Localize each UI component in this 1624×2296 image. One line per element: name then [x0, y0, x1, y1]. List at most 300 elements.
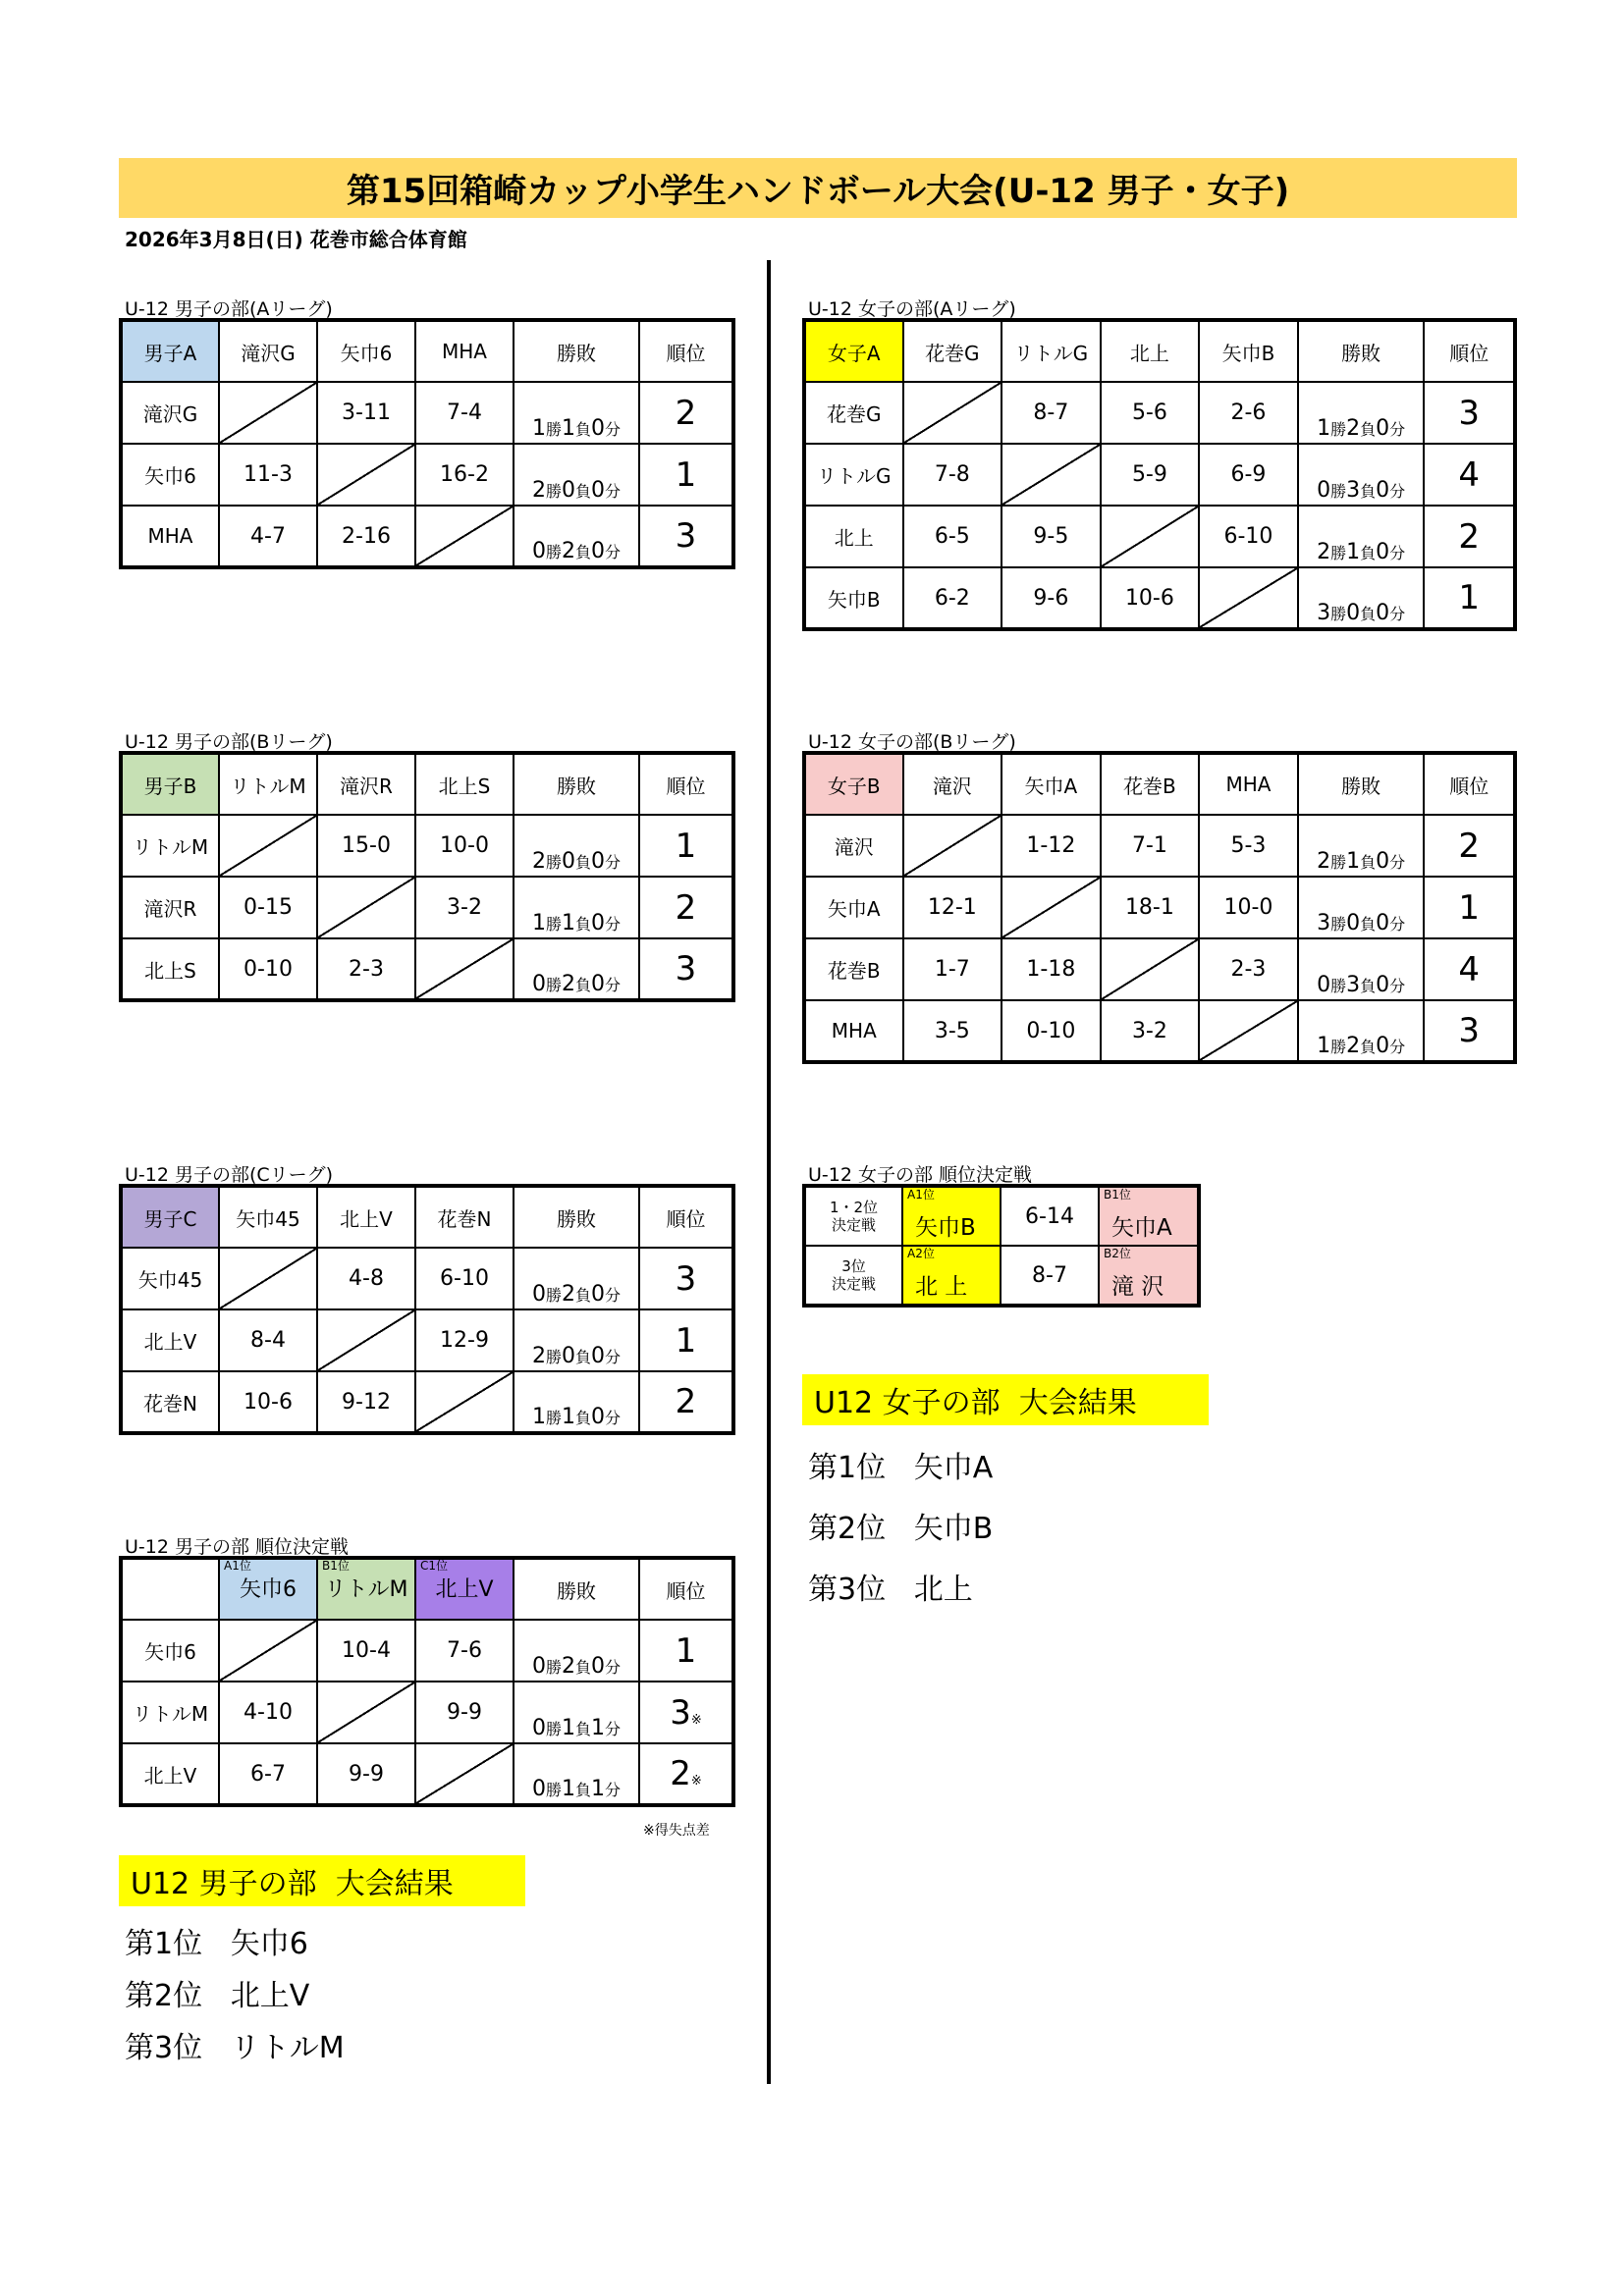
table-row	[121, 815, 733, 877]
match-label	[804, 1186, 902, 1246]
rank-cell: 2	[1424, 506, 1515, 567]
draw-label: 分	[605, 853, 622, 872]
score-cell: 0-10	[219, 938, 317, 1000]
final-score: 8-7	[1001, 1246, 1099, 1306]
score-cell: 8-7	[1001, 382, 1101, 444]
rank-note: ※	[690, 1712, 702, 1728]
self-match-cell	[415, 506, 514, 567]
loss-label: 負	[1360, 1038, 1377, 1056]
rank-cell	[639, 1620, 733, 1682]
left-team-cell	[902, 1246, 1001, 1306]
loss-count: 1	[561, 416, 575, 441]
rank-cell: 3	[639, 938, 733, 1000]
right-team: 滝 沢	[1111, 1273, 1164, 1300]
row-team: 花巻N	[121, 1371, 219, 1433]
record-cell	[514, 444, 639, 506]
record-cell	[1298, 1000, 1425, 1062]
column-header: 矢巾A	[1001, 753, 1101, 815]
row-team: 北上V	[121, 1743, 219, 1805]
score-cell: 9-12	[317, 1371, 415, 1433]
record-cell	[1298, 877, 1425, 938]
loss-label: 負	[1360, 977, 1377, 995]
draw-count: 0	[591, 1405, 605, 1429]
seed-label: C1位	[420, 1559, 449, 1573]
loss-count: 0	[561, 849, 575, 874]
girls-b-league-table	[802, 751, 1517, 1064]
table-row	[121, 938, 733, 1000]
record-cell	[1298, 506, 1425, 567]
table-row	[804, 444, 1515, 506]
girls-result-3	[808, 1565, 973, 1608]
column-header: 北上V	[317, 1186, 415, 1248]
record-cell	[514, 1620, 639, 1682]
place-team: 矢巾A	[913, 1451, 994, 1485]
loss-count: 1	[1346, 849, 1361, 874]
win-label: 勝	[545, 1658, 562, 1677]
loss-label: 負	[574, 1658, 591, 1677]
loss-label: 負	[574, 1781, 591, 1799]
score-cell: 8-4	[219, 1309, 317, 1371]
loss-count: 0	[561, 1344, 575, 1368]
draw-label: 分	[1389, 977, 1406, 995]
score-cell: 9-9	[317, 1743, 415, 1805]
score-cell: 3-5	[903, 1000, 1002, 1062]
win-label: 勝	[545, 543, 562, 561]
score-cell: 1-7	[903, 938, 1002, 1000]
loss-count: 1	[561, 1777, 575, 1801]
draw-count: 1	[591, 1716, 605, 1740]
match-label	[804, 1246, 902, 1306]
win-count: 1	[531, 911, 546, 935]
loss-count: 3	[1346, 973, 1361, 997]
place-team: 北上V	[230, 1979, 310, 2013]
draw-label: 分	[1389, 1038, 1406, 1056]
girls-a-league-table	[802, 318, 1517, 631]
draw-count: 0	[1376, 973, 1390, 997]
score-cell: 9-9	[415, 1682, 514, 1743]
left-team: 北 上	[915, 1273, 968, 1300]
win-count: 3	[1317, 601, 1331, 625]
boys-c-caption: U-12 男子の部(Cリーグ)	[125, 1164, 334, 1186]
win-count: 0	[531, 539, 546, 563]
self-match-cell	[219, 1248, 317, 1309]
rank-cell: 1	[1424, 567, 1515, 629]
loss-count: 0	[561, 478, 575, 503]
table-row	[804, 815, 1515, 877]
score-cell: 16-2	[415, 444, 514, 506]
column-header-record: 勝敗	[514, 1186, 639, 1248]
table-row	[804, 567, 1515, 629]
row-team: 矢巾45	[121, 1248, 219, 1309]
seed-label: B2位	[1104, 1247, 1131, 1260]
header-row	[121, 1558, 733, 1620]
loss-label: 負	[574, 543, 591, 561]
rank-cell: 2	[639, 877, 733, 938]
self-match-cell	[219, 382, 317, 444]
table-row	[121, 877, 733, 938]
row-team: 矢巾6	[121, 1620, 219, 1682]
seed-label: A2位	[907, 1247, 935, 1260]
win-label: 勝	[1330, 420, 1347, 439]
header-row	[121, 753, 733, 815]
win-label: 勝	[1330, 853, 1347, 872]
place-team: リトルM	[230, 2031, 345, 2065]
rank-cell: 3	[639, 1248, 733, 1309]
rank-cell: 3	[1424, 382, 1515, 444]
table-row	[804, 382, 1515, 444]
self-match-cell	[219, 1620, 317, 1682]
win-label: 勝	[545, 1781, 562, 1799]
place-label: 第2位	[125, 1979, 203, 2013]
place-label: 第2位	[808, 1512, 887, 1546]
boys-c-league-table	[119, 1184, 735, 1435]
score-cell: 9-6	[1001, 567, 1101, 629]
draw-label: 分	[605, 976, 622, 994]
boys-result-3	[125, 2023, 345, 2066]
loss-count: 3	[1346, 478, 1361, 503]
boys-final-caption: U-12 男子の部 順位決定戦	[125, 1536, 350, 1558]
row-team: 花巻B	[804, 938, 903, 1000]
win-count: 0	[1317, 973, 1331, 997]
win-count: 1	[531, 416, 546, 441]
girls-final-caption: U-12 女子の部 順位決定戦	[808, 1164, 1033, 1186]
boys-a-league-table	[119, 318, 735, 569]
loss-count: 1	[1346, 540, 1361, 564]
rank-value: 1	[675, 1630, 697, 1671]
win-count: 0	[531, 1282, 546, 1307]
match-label-line: 1・2位	[829, 1199, 879, 1216]
win-count: 1	[1317, 1034, 1331, 1058]
self-match-cell	[1199, 1000, 1298, 1062]
column-header: 花巻G	[903, 320, 1002, 382]
loss-label: 負	[574, 1720, 591, 1738]
win-count: 0	[531, 1654, 546, 1679]
score-cell: 7-8	[903, 444, 1002, 506]
column-header-record: 勝敗	[1298, 753, 1425, 815]
row-team: MHA	[121, 506, 219, 567]
score-cell: 3-2	[1101, 1000, 1200, 1062]
loss-label: 負	[574, 976, 591, 994]
draw-label: 分	[605, 1409, 622, 1427]
score-cell: 5-6	[1101, 382, 1200, 444]
loss-count: 2	[1346, 1034, 1361, 1058]
draw-label: 分	[1389, 420, 1406, 439]
match-label-line: 決定戦	[831, 1275, 876, 1293]
record-cell	[514, 877, 639, 938]
score-cell: 2-16	[317, 506, 415, 567]
score-cell: 3-11	[317, 382, 415, 444]
column-header-rank: 順位	[639, 320, 733, 382]
girls-b-caption: U-12 女子の部(Bリーグ)	[808, 731, 1016, 753]
win-label: 勝	[545, 482, 562, 501]
rank-cell: 2	[639, 382, 733, 444]
loss-label: 負	[574, 420, 591, 439]
draw-count: 0	[1376, 540, 1390, 564]
header-team: 北上V	[435, 1577, 494, 1602]
record-cell	[514, 1371, 639, 1433]
record-cell	[514, 1248, 639, 1309]
seed-label: B1位	[322, 1559, 350, 1573]
draw-count: 1	[591, 1777, 605, 1801]
rank-cell: 3	[1424, 1000, 1515, 1062]
rank-note: ※	[690, 1774, 702, 1789]
column-header-rank: 順位	[1424, 753, 1515, 815]
boys-b-league-table	[119, 751, 735, 1002]
score-cell: 0-15	[219, 877, 317, 938]
row-team: 北上S	[121, 938, 219, 1000]
loss-count: 2	[561, 539, 575, 563]
table-row	[121, 444, 733, 506]
row-team: 滝沢R	[121, 877, 219, 938]
row-team: 矢巾6	[121, 444, 219, 506]
draw-count: 0	[1376, 416, 1390, 441]
column-header-record: 勝敗	[514, 753, 639, 815]
win-count: 2	[531, 1344, 546, 1368]
record-cell	[514, 1743, 639, 1805]
draw-count: 0	[591, 1654, 605, 1679]
header-row	[121, 320, 733, 382]
score-cell: 7-1	[1101, 815, 1200, 877]
rank-cell	[639, 1682, 733, 1743]
loss-label: 負	[574, 1348, 591, 1366]
column-divider	[767, 260, 771, 2084]
table-row	[121, 1309, 733, 1371]
self-match-cell	[317, 444, 415, 506]
column-header: 花巻B	[1101, 753, 1200, 815]
score-cell: 10-6	[1101, 567, 1200, 629]
self-match-cell	[1001, 877, 1101, 938]
win-label: 勝	[1330, 605, 1347, 623]
win-count: 0	[531, 1716, 546, 1740]
self-match-cell	[415, 1371, 514, 1433]
header-team: 矢巾6	[240, 1577, 297, 1602]
column-header: リトルG	[1001, 320, 1101, 382]
win-label: 勝	[545, 1286, 562, 1305]
draw-label: 分	[605, 482, 622, 501]
win-label: 勝	[1330, 544, 1347, 562]
boys-result-1	[125, 1919, 308, 1962]
win-count: 0	[1317, 478, 1331, 503]
self-match-cell	[219, 815, 317, 877]
table-row	[121, 506, 733, 567]
rank-cell: 1	[1424, 877, 1515, 938]
rank-value: 3	[670, 1692, 691, 1733]
loss-label: 負	[1360, 420, 1377, 439]
rank-cell	[639, 1743, 733, 1805]
record-cell	[1298, 938, 1425, 1000]
draw-count: 0	[591, 1282, 605, 1307]
rank-cell: 1	[639, 815, 733, 877]
win-label: 勝	[1330, 915, 1347, 934]
score-cell: 6-7	[219, 1743, 317, 1805]
score-cell: 2-6	[1199, 382, 1298, 444]
score-cell: 1-18	[1001, 938, 1101, 1000]
table-row	[121, 1743, 733, 1805]
score-cell: 12-9	[415, 1309, 514, 1371]
draw-count: 0	[591, 416, 605, 441]
loss-label: 負	[1360, 482, 1377, 501]
boys-final-table	[119, 1556, 735, 1807]
win-label: 勝	[545, 420, 562, 439]
column-header	[219, 1558, 317, 1620]
win-count: 2	[531, 478, 546, 503]
score-cell: 18-1	[1101, 877, 1200, 938]
win-label: 勝	[1330, 977, 1347, 995]
win-count: 2	[531, 849, 546, 874]
rank-cell: 3	[639, 506, 733, 567]
place-label: 第1位	[808, 1451, 887, 1485]
win-count: 1	[1317, 416, 1331, 441]
row-team: 滝沢	[804, 815, 903, 877]
record-cell	[1298, 382, 1425, 444]
draw-count: 0	[1376, 601, 1390, 625]
header-row	[804, 320, 1515, 382]
column-header: 滝沢G	[219, 320, 317, 382]
score-cell: 3-2	[415, 877, 514, 938]
boys-result-2	[125, 1971, 309, 2014]
draw-count: 0	[1376, 849, 1390, 874]
self-match-cell	[1101, 506, 1200, 567]
score-cell: 10-0	[415, 815, 514, 877]
girls-result-1	[808, 1443, 993, 1486]
score-cell: 10-4	[317, 1620, 415, 1682]
column-header: MHA	[1199, 753, 1298, 815]
win-count: 3	[1317, 911, 1331, 935]
table-row	[804, 1000, 1515, 1062]
loss-label: 負	[574, 1286, 591, 1305]
win-label: 勝	[1330, 1038, 1347, 1056]
self-match-cell	[317, 1682, 415, 1743]
win-label: 勝	[545, 1348, 562, 1366]
column-header-record: 勝敗	[514, 320, 639, 382]
row-team: 矢巾B	[804, 567, 903, 629]
score-cell: 5-3	[1199, 815, 1298, 877]
final-match-row	[804, 1186, 1199, 1246]
boys-b-caption: U-12 男子の部(Bリーグ)	[125, 731, 333, 753]
girls-a-caption: U-12 女子の部(Aリーグ)	[808, 298, 1016, 320]
win-label: 勝	[1330, 482, 1347, 501]
loss-count: 1	[561, 911, 575, 935]
rank-cell: 2	[1424, 815, 1515, 877]
draw-count: 0	[1376, 911, 1390, 935]
table-row	[121, 1682, 733, 1743]
draw-label: 分	[1389, 544, 1406, 562]
win-count: 0	[531, 972, 546, 996]
page-title: 第15回箱崎カップ小学生ハンドボール大会(U-12 男子・女子)	[119, 158, 1517, 218]
table-row	[121, 382, 733, 444]
draw-label: 分	[605, 1720, 622, 1738]
self-match-cell	[415, 938, 514, 1000]
table-row	[121, 1620, 733, 1682]
record-cell	[514, 1682, 639, 1743]
right-team-cell	[1099, 1246, 1199, 1306]
loss-count: 2	[561, 1654, 575, 1679]
win-label: 勝	[545, 915, 562, 934]
corner-cell: 女子A	[804, 320, 903, 382]
loss-count: 2	[1346, 416, 1361, 441]
loss-label: 負	[1360, 544, 1377, 562]
right-team-cell	[1099, 1186, 1199, 1246]
score-cell: 4-10	[219, 1682, 317, 1743]
score-cell: 7-4	[415, 382, 514, 444]
score-cell: 4-8	[317, 1248, 415, 1309]
rank-cell: 4	[1424, 938, 1515, 1000]
self-match-cell	[317, 877, 415, 938]
score-cell: 6-9	[1199, 444, 1298, 506]
column-header: 花巻N	[415, 1186, 514, 1248]
draw-label: 分	[605, 1348, 622, 1366]
rank-cell: 4	[1424, 444, 1515, 506]
column-header: 北上S	[415, 753, 514, 815]
draw-count: 0	[1376, 1034, 1390, 1058]
row-team: 花巻G	[804, 382, 903, 444]
draw-label: 分	[1389, 482, 1406, 501]
score-cell: 10-6	[219, 1371, 317, 1433]
draw-count: 0	[591, 911, 605, 935]
score-cell: 0-10	[1001, 1000, 1101, 1062]
place-label: 第1位	[125, 1927, 203, 1961]
draw-label: 分	[605, 1286, 622, 1305]
girls-final-table	[802, 1184, 1201, 1308]
column-header-rank: 順位	[639, 1558, 733, 1620]
draw-count: 0	[591, 478, 605, 503]
draw-count: 0	[591, 539, 605, 563]
column-header	[317, 1558, 415, 1620]
rank-cell: 1	[639, 444, 733, 506]
column-header-rank: 順位	[1424, 320, 1515, 382]
draw-label: 分	[605, 420, 622, 439]
score-cell: 6-5	[903, 506, 1002, 567]
score-cell: 5-9	[1101, 444, 1200, 506]
column-header-record: 勝敗	[1298, 320, 1425, 382]
record-cell	[514, 815, 639, 877]
row-team: リトルM	[121, 1682, 219, 1743]
loss-label: 負	[1360, 853, 1377, 872]
score-cell: 7-6	[415, 1620, 514, 1682]
place-team: 北上	[913, 1573, 973, 1607]
self-match-cell	[1199, 567, 1298, 629]
loss-count: 0	[1346, 601, 1361, 625]
score-cell: 9-5	[1001, 506, 1101, 567]
self-match-cell	[903, 815, 1002, 877]
score-cell: 2-3	[317, 938, 415, 1000]
match-label-line: 3位	[841, 1257, 866, 1275]
win-count: 1	[531, 1405, 546, 1429]
draw-count: 0	[1376, 478, 1390, 503]
header-row	[804, 753, 1515, 815]
record-cell	[1298, 815, 1425, 877]
loss-label: 負	[574, 482, 591, 501]
table-row	[121, 1248, 733, 1309]
loss-label: 負	[574, 853, 591, 872]
draw-label: 分	[1389, 853, 1406, 872]
column-header-rank: 順位	[639, 1186, 733, 1248]
row-team: 矢巾A	[804, 877, 903, 938]
column-header: 矢巾6	[317, 320, 415, 382]
column-header-rank: 順位	[639, 753, 733, 815]
self-match-cell	[1001, 444, 1101, 506]
rank-cell: 2	[639, 1371, 733, 1433]
row-team: 滝沢G	[121, 382, 219, 444]
corner-cell: 男子B	[121, 753, 219, 815]
win-label: 勝	[545, 853, 562, 872]
column-header: リトルM	[219, 753, 317, 815]
draw-label: 分	[605, 1781, 622, 1799]
header-team: リトルM	[324, 1577, 408, 1602]
self-match-cell	[1101, 938, 1200, 1000]
loss-count: 1	[561, 1405, 575, 1429]
right-team: 矢巾A	[1111, 1214, 1172, 1241]
